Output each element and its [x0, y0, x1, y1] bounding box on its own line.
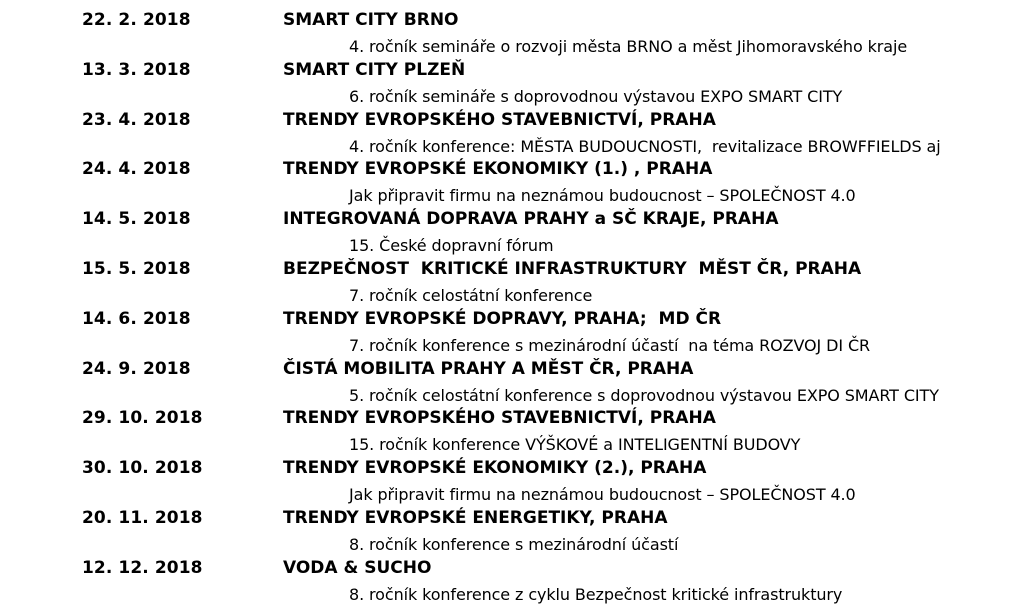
event-title: TRENDY EVROPSKÉHO STAVEBNICTVÍ, PRAHA: [283, 408, 716, 429]
event-row: [0, 507, 1024, 557]
event-title: SMART CITY BRNO: [283, 10, 459, 30]
event-date: 14. 6. 2018: [82, 308, 191, 329]
event-title: VODA & SUCHO: [283, 557, 432, 578]
event-date: 23. 4. 2018: [82, 109, 191, 130]
event-date: 30. 10. 2018: [82, 458, 203, 479]
event-title: SMART CITY PLZEŇ: [283, 59, 466, 80]
event-subtitle: 6. ročník semináře s doprovodnou výstavou EXPO SMART CITY: [349, 86, 843, 106]
event-title: BEZPEČNOST KRITICKÉ INFRASTRUKTURY MĚST ČR, PRAHA: [283, 258, 862, 279]
event-title: TRENDY EVROPSKÉ DOPRAVY, PRAHA; MD ČR: [283, 308, 722, 329]
event-subtitle: 8. ročník konference z cyklu Bezpečnost kritické infrastruktury: [349, 584, 843, 604]
event-row: [0, 208, 1024, 258]
event-row: [0, 407, 1024, 457]
event-row: [0, 258, 1024, 308]
event-date: 12. 12. 2018: [82, 557, 203, 578]
event-row: [0, 109, 1024, 159]
event-title: TRENDY EVROPSKÉ EKONOMIKY (1.) , PRAHA: [283, 159, 713, 180]
event-schedule: [0, 9, 1024, 607]
event-subtitle: 15. ročník konference VÝŠKOVÉ a INTELIGENTNÍ BUDOVY: [349, 435, 801, 455]
event-date: 24. 9. 2018: [82, 358, 191, 379]
event-subtitle: 4. ročník konference: MĚSTA BUDOUCNOSTI, revitalizace BROWFFIELDS aj: [349, 136, 941, 156]
event-subtitle: 7. ročník celostátní konference: [349, 285, 593, 305]
event-date: 15. 5. 2018: [82, 258, 191, 279]
event-title: TRENDY EVROPSKÉ EKONOMIKY (2.), PRAHA: [283, 458, 707, 479]
event-date: 24. 4. 2018: [82, 159, 191, 180]
event-date: 22. 2. 2018: [82, 10, 191, 30]
event-subtitle: 4. ročník semináře o rozvoji města BRNO a měst Jihomoravského kraje: [349, 37, 908, 56]
event-date: 14. 5. 2018: [82, 209, 191, 230]
event-title: INTEGROVANÁ DOPRAVA PRAHY a SČ KRAJE, PRAHA: [283, 209, 779, 230]
event-row: [0, 59, 1024, 109]
event-title: TRENDY EVROPSKÉ ENERGETIKY, PRAHA: [283, 507, 668, 528]
event-subtitle: 7. ročník konference s mezinárodní účastí na téma ROZVOJ DI ČR: [349, 335, 871, 355]
event-date: 13. 3. 2018: [82, 59, 191, 80]
event-subtitle: Jak připravit firmu na neznámou budoucnost – SPOLEČNOST 4.0: [349, 485, 856, 505]
event-row: [0, 557, 1024, 607]
event-date: 20. 11. 2018: [82, 507, 203, 528]
event-subtitle: Jak připravit firmu na neznámou budoucnost – SPOLEČNOST 4.0: [349, 186, 856, 206]
event-row: [0, 358, 1024, 408]
event-subtitle: 8. ročník konference s mezinárodní účastí: [349, 534, 679, 554]
event-date: 29. 10. 2018: [82, 408, 203, 429]
event-row: [0, 9, 1024, 59]
event-subtitle: 15. České dopravní fórum: [349, 236, 554, 256]
event-title: ČISTÁ MOBILITA PRAHY A MĚST ČR, PRAHA: [283, 358, 694, 379]
event-row: [0, 457, 1024, 507]
event-row: [0, 308, 1024, 358]
event-title: TRENDY EVROPSKÉHO STAVEBNICTVÍ, PRAHA: [283, 109, 716, 130]
event-row: [0, 158, 1024, 208]
event-subtitle: 5. ročník celostátní konference s doprovodnou výstavou EXPO SMART CITY: [349, 385, 939, 405]
